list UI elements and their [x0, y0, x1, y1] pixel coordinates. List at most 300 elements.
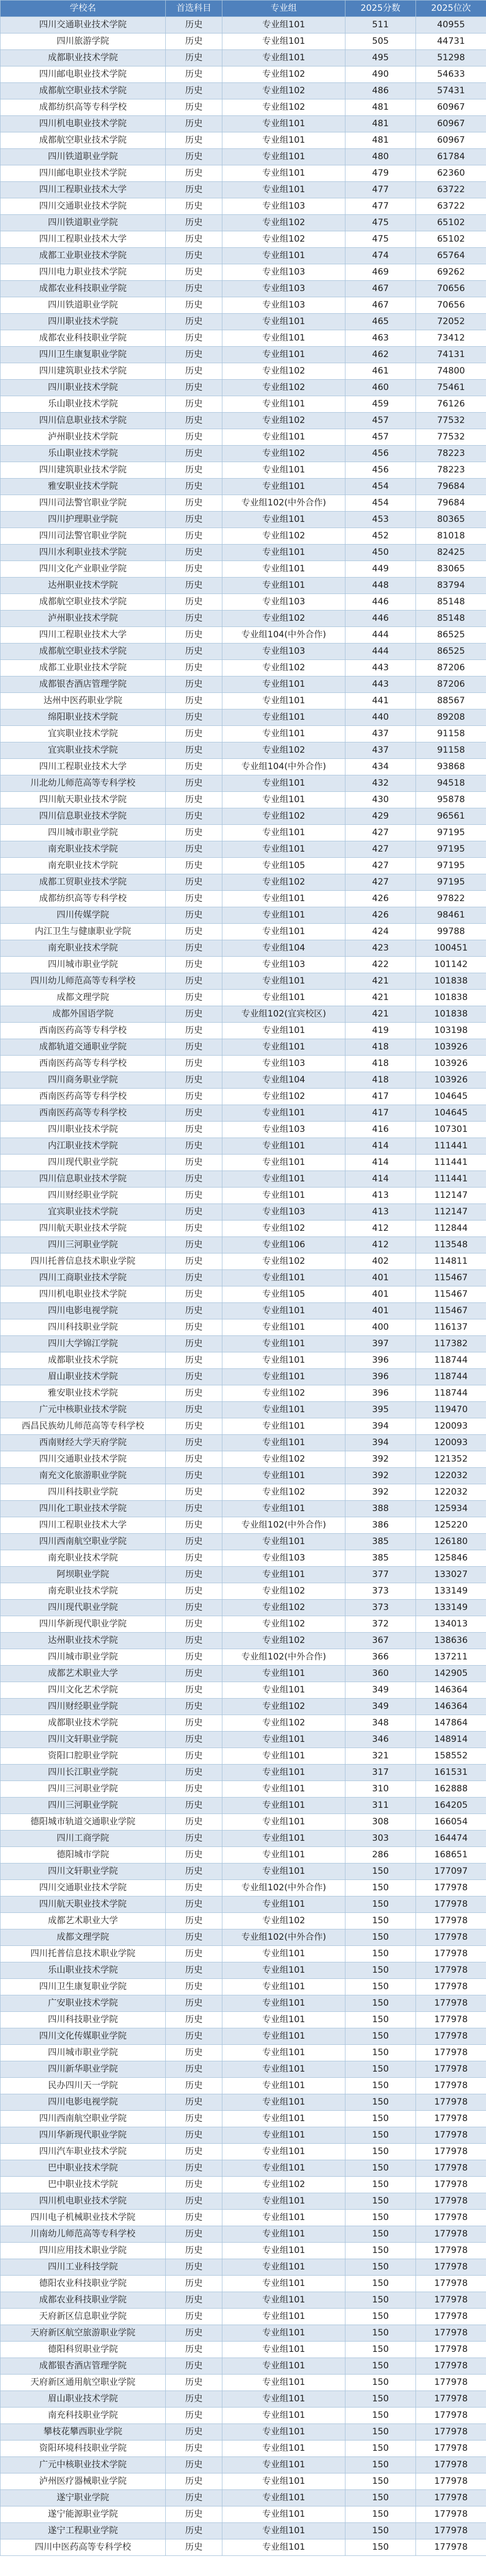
cell-rank: 81018 [416, 528, 486, 545]
cell-group: 专业组104(中外合作) [222, 759, 345, 775]
cell-rank: 164474 [416, 1831, 486, 1847]
cell-rank: 125220 [416, 1517, 486, 1534]
cell-rank: 74800 [416, 363, 486, 380]
cell-score: 346 [345, 1732, 416, 1748]
cell-score: 396 [345, 1352, 416, 1369]
cell-subject: 历史 [166, 446, 222, 462]
cell-score: 150 [345, 2325, 416, 2342]
cell-rank: 177978 [416, 2210, 486, 2226]
table-row [1, 1781, 486, 1798]
table-row [1, 281, 486, 297]
table-row [1, 1204, 486, 1221]
table-row [1, 742, 486, 759]
cell-subject: 历史 [166, 858, 222, 874]
cell-subject: 历史 [166, 2539, 222, 2556]
table-row [1, 1699, 486, 1715]
cell-rank: 85148 [416, 611, 486, 627]
cell-score: 150 [345, 1863, 416, 1880]
cell-subject: 历史 [166, 1517, 222, 1534]
cell-subject: 历史 [166, 1435, 222, 1451]
cell-school: 成都纺织高等专科学校 [1, 891, 166, 907]
cell-school: 德阳城市轨道交通职业学院 [1, 1814, 166, 1831]
cell-school: 眉山职业技术学院 [1, 1369, 166, 1385]
cell-subject: 历史 [166, 330, 222, 347]
table-row [1, 528, 486, 545]
cell-group: 专业组101 [222, 1501, 345, 1517]
cell-subject: 历史 [166, 281, 222, 297]
cell-subject: 历史 [166, 165, 222, 182]
cell-subject: 历史 [166, 2292, 222, 2309]
table-row [1, 775, 486, 792]
cell-school: 南充职业技术学院 [1, 858, 166, 874]
cell-school: 四川电力职业技术学院 [1, 264, 166, 281]
cell-rank: 97195 [416, 858, 486, 874]
cell-subject: 历史 [166, 248, 222, 264]
cell-rank: 86525 [416, 643, 486, 660]
cell-subject: 历史 [166, 396, 222, 413]
cell-rank: 63722 [416, 198, 486, 215]
cell-rank: 177978 [416, 2325, 486, 2342]
table-row [1, 759, 486, 775]
cell-subject: 历史 [166, 611, 222, 627]
cell-group: 专业组101 [222, 512, 345, 528]
cell-school: 成都工业职业技术学院 [1, 248, 166, 264]
cell-group: 专业组101 [222, 1402, 345, 1418]
table-row [1, 627, 486, 643]
cell-rank: 177978 [416, 2342, 486, 2358]
cell-score: 150 [345, 2539, 416, 2556]
cell-group: 专业组101 [222, 990, 345, 1006]
cell-rank: 120093 [416, 1435, 486, 1451]
cell-group: 专业组106 [222, 1237, 345, 1253]
cell-group: 专业组101 [222, 1336, 345, 1352]
cell-rank: 177978 [416, 2177, 486, 2193]
cell-rank: 125934 [416, 1501, 486, 1517]
cell-score: 456 [345, 446, 416, 462]
cell-group: 专业组101 [222, 2111, 345, 2127]
cell-school: 四川托普信息技术职业学院 [1, 1946, 166, 1962]
cell-rank: 177978 [416, 2292, 486, 2309]
cell-score: 440 [345, 709, 416, 726]
table-row [1, 1979, 486, 1995]
cell-score: 150 [345, 2144, 416, 2160]
cell-school: 四川电影电视学院 [1, 1303, 166, 1319]
cell-subject: 历史 [166, 2325, 222, 2342]
table-row [1, 314, 486, 330]
cell-rank: 177978 [416, 2539, 486, 2556]
cell-rank: 103926 [416, 1072, 486, 1089]
table-row [1, 2045, 486, 2061]
cell-subject: 历史 [166, 83, 222, 99]
cell-group: 专业组101 [222, 891, 345, 907]
cell-score: 392 [345, 1451, 416, 1468]
cell-score: 423 [345, 940, 416, 957]
cell-group: 专业组101 [222, 2243, 345, 2259]
cell-rank: 62360 [416, 165, 486, 182]
cell-score: 366 [345, 1649, 416, 1666]
cell-group: 专业组102 [222, 874, 345, 891]
cell-score: 150 [345, 2061, 416, 2078]
table-row [1, 1155, 486, 1171]
cell-rank: 97195 [416, 841, 486, 858]
cell-subject: 历史 [166, 380, 222, 396]
table-row [1, 1468, 486, 1484]
cell-subject: 历史 [166, 2342, 222, 2358]
cell-rank: 122032 [416, 1468, 486, 1484]
table-row [1, 1303, 486, 1319]
cell-group: 专业组101 [222, 1781, 345, 1798]
cell-subject: 历史 [166, 1715, 222, 1732]
cell-school: 资阳口腔职业学院 [1, 1748, 166, 1765]
table-row [1, 2177, 486, 2193]
cell-group: 专业组101 [222, 2473, 345, 2490]
cell-score: 413 [345, 1204, 416, 1221]
cell-subject: 历史 [166, 1798, 222, 1814]
cell-subject: 历史 [166, 429, 222, 446]
table-row [1, 973, 486, 990]
cell-score: 417 [345, 1089, 416, 1105]
cell-subject: 历史 [166, 676, 222, 693]
table-row [1, 165, 486, 182]
cell-rank: 158552 [416, 1748, 486, 1765]
cell-school: 西南财经大学天府学院 [1, 1435, 166, 1451]
table-row [1, 330, 486, 347]
table-row [1, 2259, 486, 2276]
cell-subject: 历史 [166, 2408, 222, 2424]
cell-school: 成都航空职业技术学院 [1, 594, 166, 611]
cell-group: 专业组101 [222, 165, 345, 182]
cell-rank: 162888 [416, 1781, 486, 1798]
cell-subject: 历史 [166, 297, 222, 314]
cell-group: 专业组101 [222, 973, 345, 990]
table-row [1, 1534, 486, 1550]
cell-school: 四川航天职业技术学院 [1, 1221, 166, 1237]
table-row [1, 297, 486, 314]
cell-subject: 历史 [166, 1781, 222, 1798]
table-row [1, 2309, 486, 2325]
table-row [1, 578, 486, 594]
cell-subject: 历史 [166, 1402, 222, 1418]
cell-group: 专业组101 [222, 1319, 345, 1336]
cell-subject: 历史 [166, 1831, 222, 1847]
table-row [1, 182, 486, 198]
cell-rank: 101838 [416, 990, 486, 1006]
cell-school: 四川卫生康复职业学院 [1, 1979, 166, 1995]
cell-score: 450 [345, 545, 416, 561]
cell-group: 专业组101 [222, 2210, 345, 2226]
table-row [1, 1072, 486, 1089]
header-subject: 首选科目 [166, 1, 222, 17]
table-row [1, 1105, 486, 1122]
cell-score: 481 [345, 99, 416, 116]
cell-school: 四川化工职业技术学院 [1, 1501, 166, 1517]
cell-subject: 历史 [166, 2111, 222, 2127]
cell-score: 150 [345, 1929, 416, 1946]
cell-group: 专业组102 [222, 1221, 345, 1237]
cell-subject: 历史 [166, 2259, 222, 2276]
cell-rank: 112844 [416, 1221, 486, 1237]
cell-subject: 历史 [166, 116, 222, 132]
cell-group: 专业组101 [222, 2523, 345, 2539]
cell-subject: 历史 [166, 1286, 222, 1303]
cell-rank: 133027 [416, 1567, 486, 1583]
cell-school: 四川科技职业学院 [1, 1484, 166, 1501]
cell-group: 专业组101 [222, 1188, 345, 1204]
cell-subject: 历史 [166, 1748, 222, 1765]
table-row [1, 132, 486, 149]
table-row [1, 1798, 486, 1814]
cell-school: 四川应用技术职业学院 [1, 2243, 166, 2259]
cell-score: 373 [345, 1600, 416, 1616]
cell-group: 专业组102 [222, 660, 345, 676]
table-row [1, 693, 486, 709]
cell-group: 专业组101 [222, 2506, 345, 2523]
cell-subject: 历史 [166, 792, 222, 808]
cell-rank: 177978 [416, 1929, 486, 1946]
table-row [1, 907, 486, 924]
cell-group: 专业组101 [222, 1155, 345, 1171]
cell-subject: 历史 [166, 1319, 222, 1336]
cell-group: 专业组101 [222, 1863, 345, 1880]
cell-score: 150 [345, 2078, 416, 2094]
table-row [1, 2243, 486, 2259]
cell-score: 444 [345, 643, 416, 660]
cell-school: 四川机电职业技术学院 [1, 116, 166, 132]
table-row [1, 1748, 486, 1765]
cell-score: 490 [345, 66, 416, 83]
cell-school: 四川财经职业学院 [1, 1188, 166, 1204]
table-row [1, 2325, 486, 2342]
cell-subject: 历史 [166, 1682, 222, 1699]
cell-rank: 115467 [416, 1286, 486, 1303]
table-row [1, 1451, 486, 1468]
cell-subject: 历史 [166, 1451, 222, 1468]
table-row [1, 1814, 486, 1831]
cell-subject: 历史 [166, 1995, 222, 2012]
cell-rank: 177978 [416, 2045, 486, 2061]
cell-school: 四川西南航空职业学院 [1, 1534, 166, 1550]
cell-rank: 177978 [416, 1896, 486, 1913]
cell-subject: 历史 [166, 2061, 222, 2078]
cell-school: 达州职业技术学院 [1, 578, 166, 594]
cell-school: 成都农业科技职业学院 [1, 281, 166, 297]
cell-school: 南充职业技术学院 [1, 1550, 166, 1567]
cell-subject: 历史 [166, 2391, 222, 2408]
cell-school: 西南医药高等专科学校 [1, 1089, 166, 1105]
cell-group: 专业组102 [222, 66, 345, 83]
cell-subject: 历史 [166, 2078, 222, 2094]
cell-subject: 历史 [166, 2490, 222, 2506]
cell-score: 452 [345, 528, 416, 545]
cell-score: 150 [345, 2342, 416, 2358]
table-row [1, 1682, 486, 1699]
table-row [1, 1765, 486, 1781]
cell-school: 德阳科贸职业学院 [1, 2342, 166, 2358]
cell-score: 511 [345, 17, 416, 33]
table-row [1, 2473, 486, 2490]
cell-rank: 166054 [416, 1814, 486, 1831]
table-row [1, 1896, 486, 1913]
cell-school: 南充职业技术学院 [1, 841, 166, 858]
cell-rank: 177978 [416, 2490, 486, 2506]
cell-subject: 历史 [166, 1501, 222, 1517]
cell-subject: 历史 [166, 1385, 222, 1402]
cell-rank: 99788 [416, 924, 486, 940]
cell-subject: 历史 [166, 1122, 222, 1138]
cell-score: 377 [345, 1567, 416, 1583]
cell-rank: 177978 [416, 2408, 486, 2424]
cell-subject: 历史 [166, 1237, 222, 1253]
cell-group: 专业组101 [222, 578, 345, 594]
cell-subject: 历史 [166, 2441, 222, 2457]
cell-subject: 历史 [166, 1534, 222, 1550]
cell-subject: 历史 [166, 1006, 222, 1023]
cell-rank: 86525 [416, 627, 486, 643]
table-row [1, 231, 486, 248]
cell-rank: 70656 [416, 297, 486, 314]
cell-school: 遂宁工程职业学院 [1, 2523, 166, 2539]
table-row [1, 2127, 486, 2144]
cell-rank: 177978 [416, 1995, 486, 2012]
cell-group: 专业组101 [222, 2375, 345, 2391]
cell-subject: 历史 [166, 413, 222, 429]
cell-group: 专业组101 [222, 841, 345, 858]
cell-subject: 历史 [166, 1633, 222, 1649]
cell-school: 德阳农业科技职业学院 [1, 2276, 166, 2292]
table-row [1, 726, 486, 742]
cell-school: 雅安职业技术学院 [1, 479, 166, 495]
table-row [1, 2490, 486, 2506]
cell-score: 150 [345, 2243, 416, 2259]
cell-subject: 历史 [166, 1253, 222, 1270]
cell-group: 专业组101 [222, 2276, 345, 2292]
cell-rank: 85148 [416, 594, 486, 611]
table-row [1, 1352, 486, 1369]
cell-subject: 历史 [166, 314, 222, 330]
cell-group: 专业组101 [222, 545, 345, 561]
cell-subject: 历史 [166, 1550, 222, 1567]
cell-score: 402 [345, 1253, 416, 1270]
cell-rank: 133149 [416, 1583, 486, 1600]
cell-school: 四川大学锦江学院 [1, 1336, 166, 1352]
cell-subject: 历史 [166, 1649, 222, 1666]
cell-group: 专业组101 [222, 1682, 345, 1699]
cell-group: 专业组101 [222, 462, 345, 479]
cell-score: 454 [345, 495, 416, 512]
cell-group: 专业组101 [222, 1831, 345, 1847]
cell-rank: 97195 [416, 874, 486, 891]
cell-subject: 历史 [166, 1352, 222, 1369]
cell-subject: 历史 [166, 874, 222, 891]
header-school: 学校名 [1, 1, 166, 17]
cell-subject: 历史 [166, 578, 222, 594]
cell-school: 四川城市职业学院 [1, 2045, 166, 2061]
table-row [1, 363, 486, 380]
cell-rank: 138636 [416, 1633, 486, 1649]
cell-subject: 历史 [166, 1616, 222, 1633]
cell-score: 481 [345, 132, 416, 149]
cell-score: 150 [345, 2045, 416, 2061]
cell-group: 专业组101 [222, 479, 345, 495]
cell-subject: 历史 [166, 1270, 222, 1286]
table-row [1, 1831, 486, 1847]
cell-score: 310 [345, 1781, 416, 1798]
cell-group: 专业组101 [222, 2144, 345, 2160]
cell-score: 396 [345, 1369, 416, 1385]
cell-rank: 91158 [416, 726, 486, 742]
cell-group: 专业组101 [222, 248, 345, 264]
cell-score: 385 [345, 1550, 416, 1567]
cell-rank: 168651 [416, 1847, 486, 1863]
cell-subject: 历史 [166, 33, 222, 50]
cell-score: 414 [345, 1171, 416, 1188]
cell-score: 453 [345, 512, 416, 528]
cell-school: 成都外国语学院 [1, 1006, 166, 1023]
cell-group: 专业组101 [222, 1435, 345, 1451]
cell-score: 474 [345, 248, 416, 264]
cell-rank: 65102 [416, 231, 486, 248]
cell-subject: 历史 [166, 2094, 222, 2111]
cell-score: 449 [345, 561, 416, 578]
cell-subject: 历史 [166, 2193, 222, 2210]
cell-rank: 120093 [416, 1418, 486, 1435]
cell-rank: 122032 [416, 1484, 486, 1501]
cell-subject: 历史 [166, 132, 222, 149]
cell-group: 专业组101 [222, 2012, 345, 2028]
cell-school: 西南医药高等专科学校 [1, 1056, 166, 1072]
cell-rank: 111441 [416, 1138, 486, 1155]
cell-rank: 78223 [416, 446, 486, 462]
cell-group: 专业组101 [222, 775, 345, 792]
cell-rank: 61784 [416, 149, 486, 165]
cell-school: 四川财经职业学院 [1, 1699, 166, 1715]
cell-school: 四川铁道职业学院 [1, 297, 166, 314]
cell-score: 446 [345, 594, 416, 611]
table-row [1, 1995, 486, 2012]
cell-school: 四川交通职业技术学院 [1, 198, 166, 215]
cell-subject: 历史 [166, 66, 222, 83]
cell-rank: 164205 [416, 1798, 486, 1814]
cell-score: 459 [345, 396, 416, 413]
cell-school: 四川文化艺术学院 [1, 1682, 166, 1699]
table-row [1, 841, 486, 858]
cell-rank: 177978 [416, 2523, 486, 2539]
table-row [1, 2441, 486, 2457]
cell-group: 专业组101 [222, 1567, 345, 1583]
cell-group: 专业组102 [222, 83, 345, 99]
table-row [1, 1732, 486, 1748]
cell-rank: 91158 [416, 742, 486, 759]
cell-school: 四川护理职业学院 [1, 512, 166, 528]
cell-rank: 177978 [416, 2078, 486, 2094]
cell-rank: 94518 [416, 775, 486, 792]
cell-school: 四川新华职业学院 [1, 2061, 166, 2078]
cell-subject: 历史 [166, 1072, 222, 1089]
cell-school: 四川职业技术学院 [1, 314, 166, 330]
cell-score: 392 [345, 1484, 416, 1501]
cell-score: 412 [345, 1221, 416, 1237]
cell-group: 专业组101 [222, 1765, 345, 1781]
cell-rank: 72052 [416, 314, 486, 330]
cell-group: 专业组101 [222, 2193, 345, 2210]
table-row [1, 1880, 486, 1896]
cell-school: 绵阳职业技术学院 [1, 709, 166, 726]
cell-score: 467 [345, 281, 416, 297]
cell-school: 四川现代职业学院 [1, 1600, 166, 1616]
cell-school: 成都职业技术学院 [1, 50, 166, 66]
cell-rank: 119470 [416, 1402, 486, 1418]
table-row [1, 413, 486, 429]
